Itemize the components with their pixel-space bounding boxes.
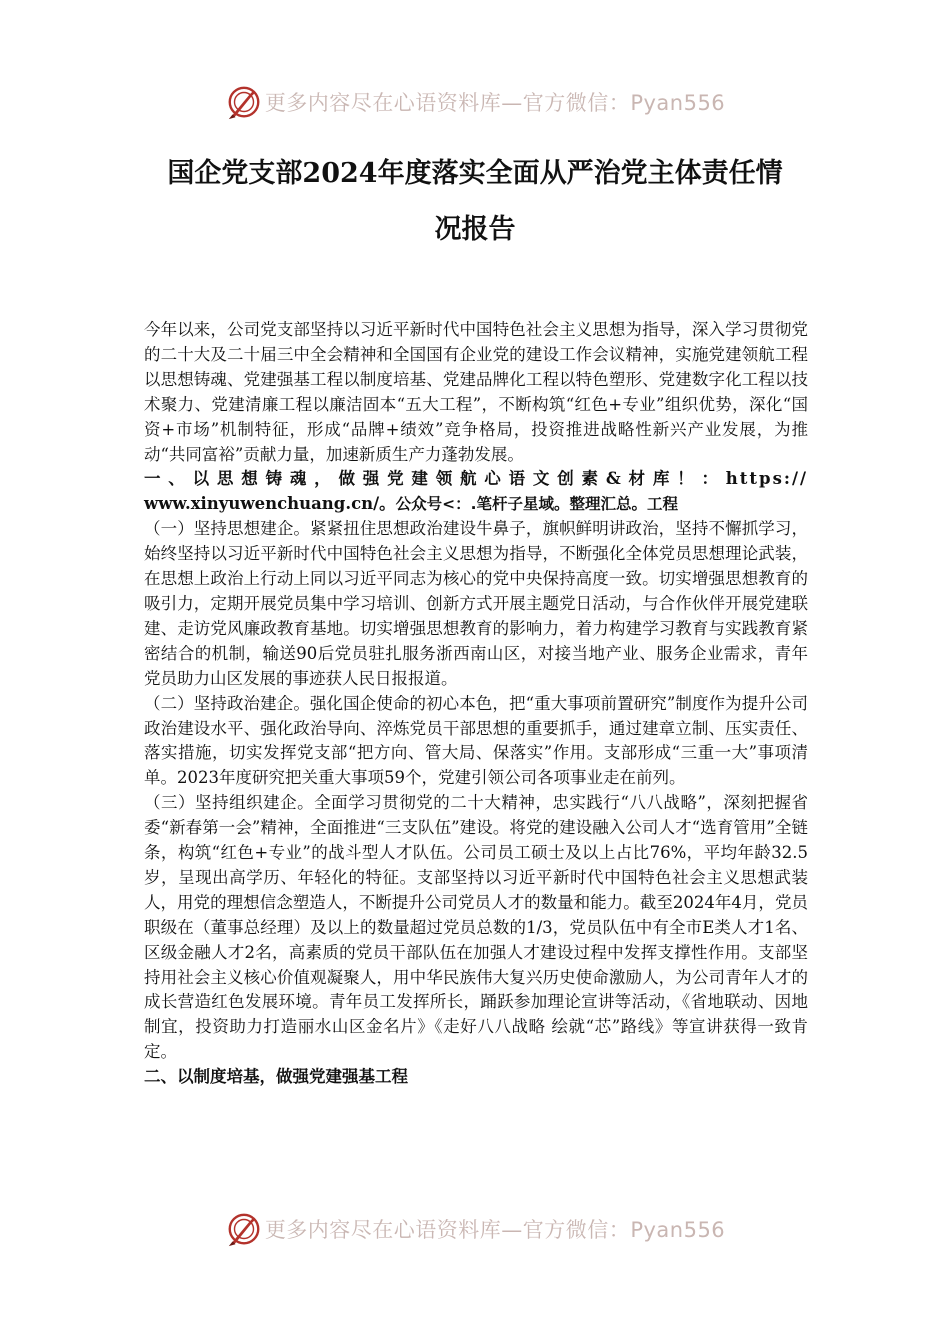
intro-paragraph: 今年以来，公司党支部坚持以习近平新时代中国特色社会主义思想为指导，深入学习贯彻党的二十大及二十届三中全会精神和全国国有企业党的建设工作会议精神，实施党建领航工程以思想铸魂、党建强基工程以制度培基、党建品牌化工程以特色塑形、党建数字化工程以技术聚力、党建清廉工程以廉洁固本“五大工程”，不断构筑“红色+专业”组织优势，深化“国资+市场”机制特征，形成“品牌+绩效”竞争格局，投资推进战略性新兴产业发展，为推动“共同富裕”贡献力量，加速新质生产力蓬勃发展。 xyxy=(144,320,808,464)
section-2-heading: 二、以制度培基，做强党建强基工程 xyxy=(144,1067,408,1087)
paragraph-1: （一）坚持思想建企。紧紧扭住思想政治建设牛鼻子，旗帜鲜明讲政治，坚持不懈抓学习，始终坚持以习近平新时代中国特色社会主义思想为指导，不断强化全体党员思想理论武装，在思想上政治上行动上同以习近平同志为核心的党中央保持高度一致。切实增强思想教育的吸引力，定期开展党员集中学习培训、创新方式开展主题党日活动，与合作伙伴开展党建联建、走访党风廉政教育基地。切实增强思想教育的影响力，着力构建学习教育与实践教育紧密结合的机制，输送90后党员驻扎服务浙西南山区，对接当地产业、服务企业需求，青年党员助力山区发展的事迹获人民日报报道。 xyxy=(144,519,808,688)
section-1-heading-url: www.xinyuwenchuang.cn/。 xyxy=(144,494,396,514)
footer-watermark-banner xyxy=(0,1207,950,1251)
section-1-heading-tail: 公众号<：.笔杆子星域。整理汇总。工程 xyxy=(395,495,679,514)
title-line-2: 况报告 xyxy=(434,214,516,245)
title-line-1: 国企党支部2024年度落实全面从严治党主体责任情 xyxy=(167,158,783,189)
banner-text: 更多内容尽在心语资料库—官方微信：Pyan556 xyxy=(264,1218,726,1242)
wechat-id: Pyan556 xyxy=(630,91,726,115)
wechat-id: Pyan556 xyxy=(630,1218,726,1242)
paragraph-3: （三）坚持组织建企。全面学习贯彻党的二十大精神，忠实践行“八八战略”，深刻把握省委“新春第一会”精神，全面推进“三支队伍”建设。将党的建设融入公司人才“选育管用”全链条，构筑“红色+专业”的战斗型人才队伍。公司员工硕士及以上占比76%，平均年龄32.5岁，呈现出高学历、年轻化的特征。支部坚持以习近平新时代中国特色社会主义思想武装人，用党的理想信念塑造人，不断提升公司党员人才的数量和能力。截至2024年4月，党员职级在（董事总经理）及以上的数量超过党员总数的1/3，党员队伍中有全市E类人才1名、区级金融人才2名，高素质的党员干部队伍在加强人才建设过程中发挥支撑性作用。支部坚持用社会主义核心价值观凝聚人，用中华民族伟大复兴历史使命激励人，为公司青年人才的成长营造红色发展环境。青年员工发挥所长，踊跃参加理论宣讲等活动，《省地联动、因地制宜，投资助力打造丽水山区金名片》《走好八八战略 绘就“芯”路线》等宣讲获得一致肯定。 xyxy=(144,793,808,1062)
header-watermark-banner xyxy=(0,80,950,124)
document-body xyxy=(144,318,808,1090)
document-title xyxy=(140,146,810,258)
section-1-heading-line1: 一、以思想铸魂，做强党建领航心语文创素&材库！：https:// xyxy=(144,469,808,489)
paragraph-2: （二）坚持政治建企。强化国企使命的初心本色，把“重大事项前置研究”制度作为提升公司政治建设水平、强化政治导向、淬炼党员干部思想的重要抓手，通过建章立制、压实责任、落实措施，切实发挥党支部“把方向、管大局、保落实”作用。支部形成“三重一大”事项清单。2023年度研究把关重大事项59个，党建引领公司各项事业走在前列。 xyxy=(144,693,808,788)
pen-logo-icon xyxy=(225,1210,263,1248)
banner-text: 更多内容尽在心语资料库—官方微信：Pyan556 xyxy=(264,91,726,115)
section-1-heading xyxy=(144,467,808,517)
pen-logo-icon xyxy=(225,83,263,121)
